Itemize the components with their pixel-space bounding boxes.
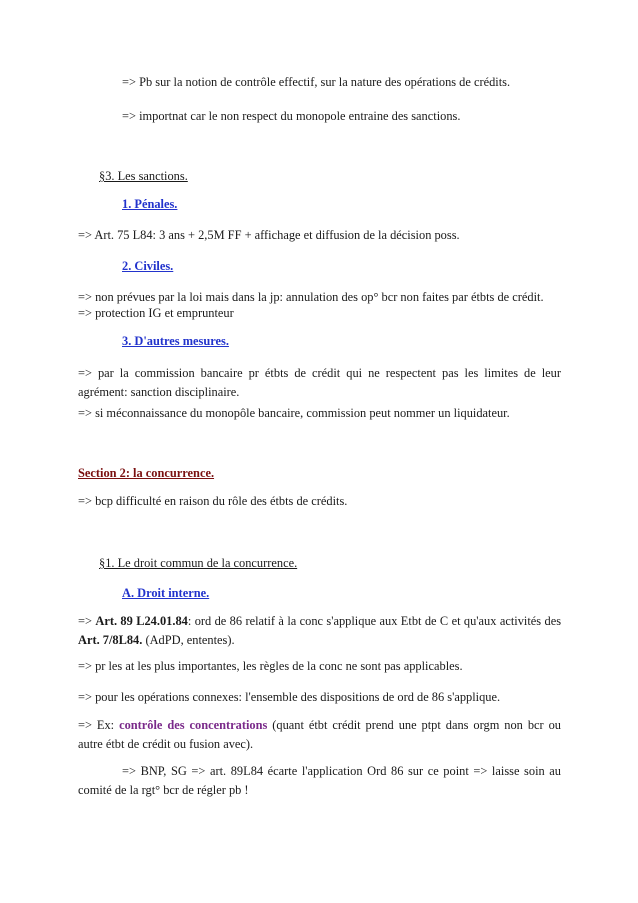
subheading-penales: 1. Pénales. bbox=[122, 197, 178, 211]
text-segment: (quant étbt crédit prend une ptpt dans orgm non bcr ou autre étbt de crédit ou fusion avec). bbox=[78, 718, 561, 751]
text-segment: (AdPD, ententes). bbox=[142, 633, 235, 647]
subheading-civiles: 2. Civiles. bbox=[122, 259, 174, 273]
text-line: => protection IG et emprunteur bbox=[78, 306, 234, 320]
text-segment: : ord de 86 relatif à la conc s'applique aux Etbt de C et qu'aux activités des bbox=[187, 614, 562, 628]
paragraph bbox=[78, 612, 561, 650]
paragraph: => BNP, SG => art. 89L84 écarte l'application Ord 86 sur ce point => laisse soin au comité de la rgt° bcr de régler pb ! bbox=[78, 764, 561, 797]
text-line: => pr les at les plus importantes, les règles de la conc ne sont pas applicables. bbox=[78, 659, 463, 673]
bold-reference: Art. 7/8L84. bbox=[78, 633, 143, 647]
paragraph bbox=[78, 716, 561, 754]
text-line: => Art. 75 L84: 3 ans + 2,5M FF + affichage et diffusion de la décision poss. bbox=[78, 228, 460, 242]
paragraph: => par la commission bancaire pr étbts de crédit qui ne respectent pas les limites de leur agrément: sanction disciplinaire. bbox=[78, 366, 561, 399]
section-heading-droit-commun: §1. Le droit commun de la concurrence. bbox=[99, 556, 298, 570]
text-line: => si méconnaissance du monopôle bancaire, commission peut nommer un liquidateur. bbox=[78, 406, 510, 420]
subheading-droit-interne: A. Droit interne. bbox=[122, 586, 210, 600]
subheading-autres-mesures: 3. D'autres mesures. bbox=[122, 334, 229, 348]
section-heading-sanctions: §3. Les sanctions. bbox=[99, 169, 188, 183]
text-line: => pour les opérations connexes: l'ensemble des dispositions de ord de 86 s'applique. bbox=[78, 690, 501, 704]
text-line: => Pb sur la notion de contrôle effectif, sur la nature des opérations de crédits. bbox=[122, 75, 511, 89]
text-segment: => bbox=[78, 614, 96, 628]
text-line: => non prévues par la loi mais dans la jp: annulation des op° bcr non faites par étbts de crédit. bbox=[78, 290, 544, 304]
text-segment: => Ex: bbox=[78, 718, 120, 732]
section-heading-concurrence: Section 2: la concurrence. bbox=[78, 466, 215, 480]
text-line: => importnat car le non respect du monopole entraine des sanctions. bbox=[122, 109, 461, 123]
highlighted-term: contrôle des concentrations bbox=[119, 718, 268, 732]
bold-reference: Art. 89 L24.01.84 bbox=[95, 614, 188, 628]
text-line: => bcp difficulté en raison du rôle des étbts de crédits. bbox=[78, 494, 348, 508]
